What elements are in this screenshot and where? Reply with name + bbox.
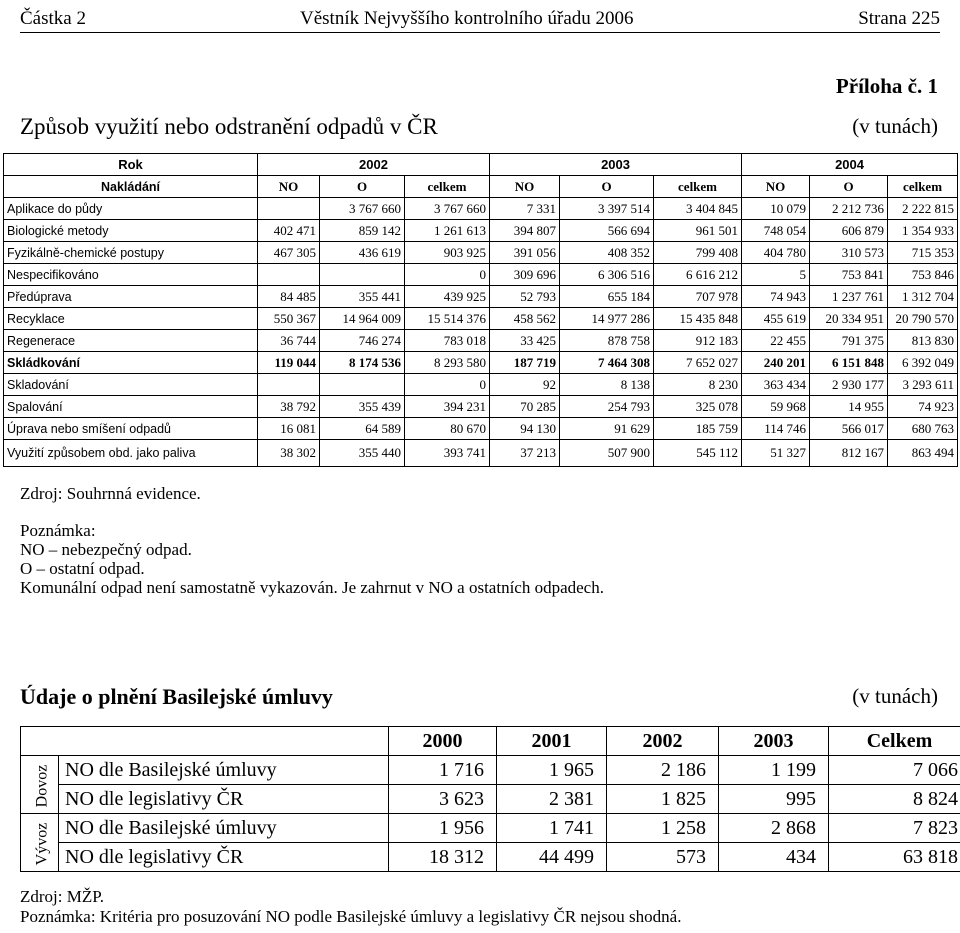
table-cell: 1 965 bbox=[497, 756, 607, 785]
table-cell: 404 780 bbox=[742, 242, 810, 264]
table-cell bbox=[258, 198, 320, 220]
row-label: Skladování bbox=[4, 374, 258, 396]
table-cell: 813 830 bbox=[888, 330, 958, 352]
row-label: NO dle Basilejské úmluvy bbox=[59, 814, 389, 843]
table-cell: 51 327 bbox=[742, 440, 810, 467]
table-cell: 1 354 933 bbox=[888, 220, 958, 242]
waste-table bbox=[3, 153, 958, 467]
table-cell: 3 397 514 bbox=[560, 198, 654, 220]
note-no: NO – nebezpečný odpad. bbox=[20, 540, 192, 559]
basel-row bbox=[21, 843, 960, 872]
table-cell: 37 213 bbox=[490, 440, 560, 467]
table-cell: 455 619 bbox=[742, 308, 810, 330]
table1-notes bbox=[20, 484, 604, 597]
table-cell: 2 186 bbox=[607, 756, 719, 785]
table-cell: 2 222 815 bbox=[888, 198, 958, 220]
column-header: Celkem bbox=[829, 727, 960, 756]
table-cell: 545 112 bbox=[654, 440, 742, 467]
table-row bbox=[4, 308, 958, 330]
table-row bbox=[4, 220, 958, 242]
table-cell: 436 619 bbox=[320, 242, 405, 264]
subheader-label: Nakládání bbox=[4, 176, 258, 198]
table-row bbox=[4, 242, 958, 264]
basel-row bbox=[21, 814, 960, 843]
table-row bbox=[4, 330, 958, 352]
year-header: 2002 bbox=[258, 154, 490, 176]
table-cell: 961 501 bbox=[654, 220, 742, 242]
source-note: Zdroj: Souhrnná evidence. bbox=[20, 484, 201, 503]
year-header: 2003 bbox=[490, 154, 742, 176]
table-row bbox=[4, 352, 958, 374]
subheader-cell: celkem bbox=[654, 176, 742, 198]
table-cell: 8 824 bbox=[829, 785, 960, 814]
table-cell: 70 285 bbox=[490, 396, 560, 418]
table-cell: 363 434 bbox=[742, 374, 810, 396]
row-label: Úprava nebo smíšení odpadů bbox=[4, 418, 258, 440]
table-cell: 18 312 bbox=[389, 843, 497, 872]
row-label: NO dle Basilejské úmluvy bbox=[59, 756, 389, 785]
subheader-cell: NO bbox=[258, 176, 320, 198]
basel-row bbox=[21, 756, 960, 785]
table-cell: 187 719 bbox=[490, 352, 560, 374]
table-cell: 566 694 bbox=[560, 220, 654, 242]
row-label: Spalování bbox=[4, 396, 258, 418]
row-label: Využití způsobem obd. jako paliva bbox=[4, 440, 258, 467]
table-cell bbox=[258, 374, 320, 396]
table-cell: 812 167 bbox=[810, 440, 888, 467]
year-header-row bbox=[4, 154, 958, 176]
table-cell: 38 302 bbox=[258, 440, 320, 467]
table-cell: 783 018 bbox=[405, 330, 490, 352]
table-cell: 550 367 bbox=[258, 308, 320, 330]
table-cell: 7 066 bbox=[829, 756, 960, 785]
table-cell: 8 174 536 bbox=[320, 352, 405, 374]
table-cell: 791 375 bbox=[810, 330, 888, 352]
table-cell: 119 044 bbox=[258, 352, 320, 374]
table-cell: 0 bbox=[405, 264, 490, 286]
table-cell: 859 142 bbox=[320, 220, 405, 242]
table-cell: 3 404 845 bbox=[654, 198, 742, 220]
column-header: 2003 bbox=[719, 727, 829, 756]
table-cell: 2 212 736 bbox=[810, 198, 888, 220]
header-page: Strana 225 bbox=[858, 8, 940, 29]
column-header: 2000 bbox=[389, 727, 497, 756]
group-label: Vývoz bbox=[33, 822, 51, 866]
table2-unit: (v tunách) bbox=[852, 684, 938, 708]
table-cell: 8 230 bbox=[654, 374, 742, 396]
table-cell: 36 744 bbox=[258, 330, 320, 352]
group-import bbox=[21, 756, 59, 814]
table-row bbox=[4, 198, 958, 220]
table-cell: 573 bbox=[607, 843, 719, 872]
subheader-cell: celkem bbox=[405, 176, 490, 198]
table-cell: 408 352 bbox=[560, 242, 654, 264]
table-cell: 7 823 bbox=[829, 814, 960, 843]
group-label: Dovoz bbox=[33, 764, 51, 808]
table-cell: 3 293 611 bbox=[888, 374, 958, 396]
table-cell: 74 923 bbox=[888, 396, 958, 418]
group-export bbox=[21, 814, 59, 872]
table-cell: 6 151 848 bbox=[810, 352, 888, 374]
table-cell: 6 616 212 bbox=[654, 264, 742, 286]
table-cell: 185 759 bbox=[654, 418, 742, 440]
table-cell: 80 670 bbox=[405, 418, 490, 440]
table-cell: 655 184 bbox=[560, 286, 654, 308]
table-cell: 878 758 bbox=[560, 330, 654, 352]
table-cell: 753 846 bbox=[888, 264, 958, 286]
table-cell: 7 652 027 bbox=[654, 352, 742, 374]
table-cell: 20 334 951 bbox=[810, 308, 888, 330]
table-cell: 3 767 660 bbox=[405, 198, 490, 220]
table-cell: 2 381 bbox=[497, 785, 607, 814]
table-cell: 391 056 bbox=[490, 242, 560, 264]
header-issue: Částka 2 bbox=[20, 8, 86, 29]
subheader-cell: NO bbox=[490, 176, 560, 198]
table-cell: 0 bbox=[405, 374, 490, 396]
table-cell: 863 494 bbox=[888, 440, 958, 467]
subheader-cell: celkem bbox=[888, 176, 958, 198]
year-label: Rok bbox=[4, 154, 258, 176]
table-cell: 1 956 bbox=[389, 814, 497, 843]
table-cell: 434 bbox=[719, 843, 829, 872]
row-label: Recyklace bbox=[4, 308, 258, 330]
table-cell: 310 573 bbox=[810, 242, 888, 264]
table2-notes bbox=[20, 887, 681, 927]
note-communal: Komunální odpad není samostatně vykazován. Je zahrnut v NO a ostatních odpadech. bbox=[20, 578, 604, 597]
subheader-cell: O bbox=[320, 176, 405, 198]
column-header: 2001 bbox=[497, 727, 607, 756]
table-cell: 5 bbox=[742, 264, 810, 286]
table-cell: 14 964 009 bbox=[320, 308, 405, 330]
table-cell: 2 868 bbox=[719, 814, 829, 843]
table-cell: 7 464 308 bbox=[560, 352, 654, 374]
blank-cell bbox=[21, 727, 59, 756]
subheader-cell: O bbox=[560, 176, 654, 198]
table-cell: 20 790 570 bbox=[888, 308, 958, 330]
table-cell: 1 258 bbox=[607, 814, 719, 843]
table-cell: 59 968 bbox=[742, 396, 810, 418]
table1-title: Způsob využití nebo odstranění odpadů v ČR bbox=[20, 114, 438, 139]
table-cell: 33 425 bbox=[490, 330, 560, 352]
table-cell: 325 078 bbox=[654, 396, 742, 418]
table1-unit: (v tunách) bbox=[852, 114, 938, 138]
row-label: NO dle legislativy ČR bbox=[59, 843, 389, 872]
row-label: Regenerace bbox=[4, 330, 258, 352]
table-cell: 6 392 049 bbox=[888, 352, 958, 374]
table-cell: 64 589 bbox=[320, 418, 405, 440]
note-title: Poznámka: bbox=[20, 521, 96, 540]
table-cell: 1 261 613 bbox=[405, 220, 490, 242]
table2-title: Údaje o plnění Basilejské úmluvy bbox=[20, 684, 333, 709]
table-cell: 3 623 bbox=[389, 785, 497, 814]
blank-cell bbox=[59, 727, 389, 756]
row-label: Fyzikálně-chemické postupy bbox=[4, 242, 258, 264]
note-o: O – ostatní odpad. bbox=[20, 559, 145, 578]
row-label: Biologické metody bbox=[4, 220, 258, 242]
table-row bbox=[4, 264, 958, 286]
table-cell: 467 305 bbox=[258, 242, 320, 264]
table-cell: 393 741 bbox=[405, 440, 490, 467]
table-cell bbox=[320, 264, 405, 286]
table-cell: 94 130 bbox=[490, 418, 560, 440]
note-basel: Poznámka: Kritéria pro posuzování NO podle Basilejské úmluvy a legislativy ČR nejsou shodná. bbox=[20, 907, 682, 926]
table-cell: 903 925 bbox=[405, 242, 490, 264]
table-cell: 439 925 bbox=[405, 286, 490, 308]
table-cell: 2 930 177 bbox=[810, 374, 888, 396]
table-cell: 44 499 bbox=[497, 843, 607, 872]
row-label: Předúprava bbox=[4, 286, 258, 308]
column-header: 2002 bbox=[607, 727, 719, 756]
table-row bbox=[4, 418, 958, 440]
table-cell: 8 293 580 bbox=[405, 352, 490, 374]
table-cell: 254 793 bbox=[560, 396, 654, 418]
table-cell: 16 081 bbox=[258, 418, 320, 440]
table-cell: 566 017 bbox=[810, 418, 888, 440]
table-cell: 606 879 bbox=[810, 220, 888, 242]
table-row bbox=[4, 440, 958, 467]
table-cell: 92 bbox=[490, 374, 560, 396]
row-label: Skládkování bbox=[4, 352, 258, 374]
table-cell: 10 079 bbox=[742, 198, 810, 220]
table-cell bbox=[320, 374, 405, 396]
table-cell: 995 bbox=[719, 785, 829, 814]
table-cell: 1 741 bbox=[497, 814, 607, 843]
header-journal: Věstník Nejvyššího kontrolního úřadu 2006 bbox=[300, 8, 634, 29]
table-cell: 91 629 bbox=[560, 418, 654, 440]
table-cell: 799 408 bbox=[654, 242, 742, 264]
year-header: 2004 bbox=[742, 154, 958, 176]
table-row bbox=[4, 286, 958, 308]
table-cell: 458 562 bbox=[490, 308, 560, 330]
table-cell: 74 943 bbox=[742, 286, 810, 308]
annex-label: Příloha č. 1 bbox=[835, 74, 938, 98]
table-cell: 402 471 bbox=[258, 220, 320, 242]
basel-table bbox=[20, 726, 960, 872]
table-cell: 14 977 286 bbox=[560, 308, 654, 330]
table-cell: 746 274 bbox=[320, 330, 405, 352]
table-cell: 3 767 660 bbox=[320, 198, 405, 220]
table-cell: 309 696 bbox=[490, 264, 560, 286]
table-cell bbox=[258, 264, 320, 286]
basel-header-row bbox=[21, 727, 960, 756]
table-cell: 912 183 bbox=[654, 330, 742, 352]
table-cell: 7 331 bbox=[490, 198, 560, 220]
table-cell: 1 237 761 bbox=[810, 286, 888, 308]
table-cell: 8 138 bbox=[560, 374, 654, 396]
table-cell: 680 763 bbox=[888, 418, 958, 440]
table-cell: 1 312 704 bbox=[888, 286, 958, 308]
table-cell: 15 514 376 bbox=[405, 308, 490, 330]
table-cell: 1 825 bbox=[607, 785, 719, 814]
table-cell: 84 485 bbox=[258, 286, 320, 308]
basel-row bbox=[21, 785, 960, 814]
page-header bbox=[20, 6, 940, 33]
table-cell: 14 955 bbox=[810, 396, 888, 418]
table-row bbox=[4, 396, 958, 418]
subheader-cell: O bbox=[810, 176, 888, 198]
row-label: Aplikace do půdy bbox=[4, 198, 258, 220]
table-cell: 6 306 516 bbox=[560, 264, 654, 286]
table-cell: 748 054 bbox=[742, 220, 810, 242]
table-cell: 1 716 bbox=[389, 756, 497, 785]
row-label: Nespecifikováno bbox=[4, 264, 258, 286]
table-cell: 394 231 bbox=[405, 396, 490, 418]
table-cell: 114 746 bbox=[742, 418, 810, 440]
table-row bbox=[4, 374, 958, 396]
table-cell: 15 435 848 bbox=[654, 308, 742, 330]
table-cell: 355 440 bbox=[320, 440, 405, 467]
table-cell: 707 978 bbox=[654, 286, 742, 308]
table-cell: 22 455 bbox=[742, 330, 810, 352]
table-cell: 52 793 bbox=[490, 286, 560, 308]
table-cell: 507 900 bbox=[560, 440, 654, 467]
row-label: NO dle legislativy ČR bbox=[59, 785, 389, 814]
table-cell: 1 199 bbox=[719, 756, 829, 785]
table-cell: 63 818 bbox=[829, 843, 960, 872]
table-cell: 240 201 bbox=[742, 352, 810, 374]
table-cell: 38 792 bbox=[258, 396, 320, 418]
table-cell: 394 807 bbox=[490, 220, 560, 242]
table-cell: 753 841 bbox=[810, 264, 888, 286]
table-cell: 355 439 bbox=[320, 396, 405, 418]
table-cell: 715 353 bbox=[888, 242, 958, 264]
subheader-cell: NO bbox=[742, 176, 810, 198]
table-cell: 355 441 bbox=[320, 286, 405, 308]
subheader-row bbox=[4, 176, 958, 198]
source-note-2: Zdroj: MŽP. bbox=[20, 887, 105, 906]
